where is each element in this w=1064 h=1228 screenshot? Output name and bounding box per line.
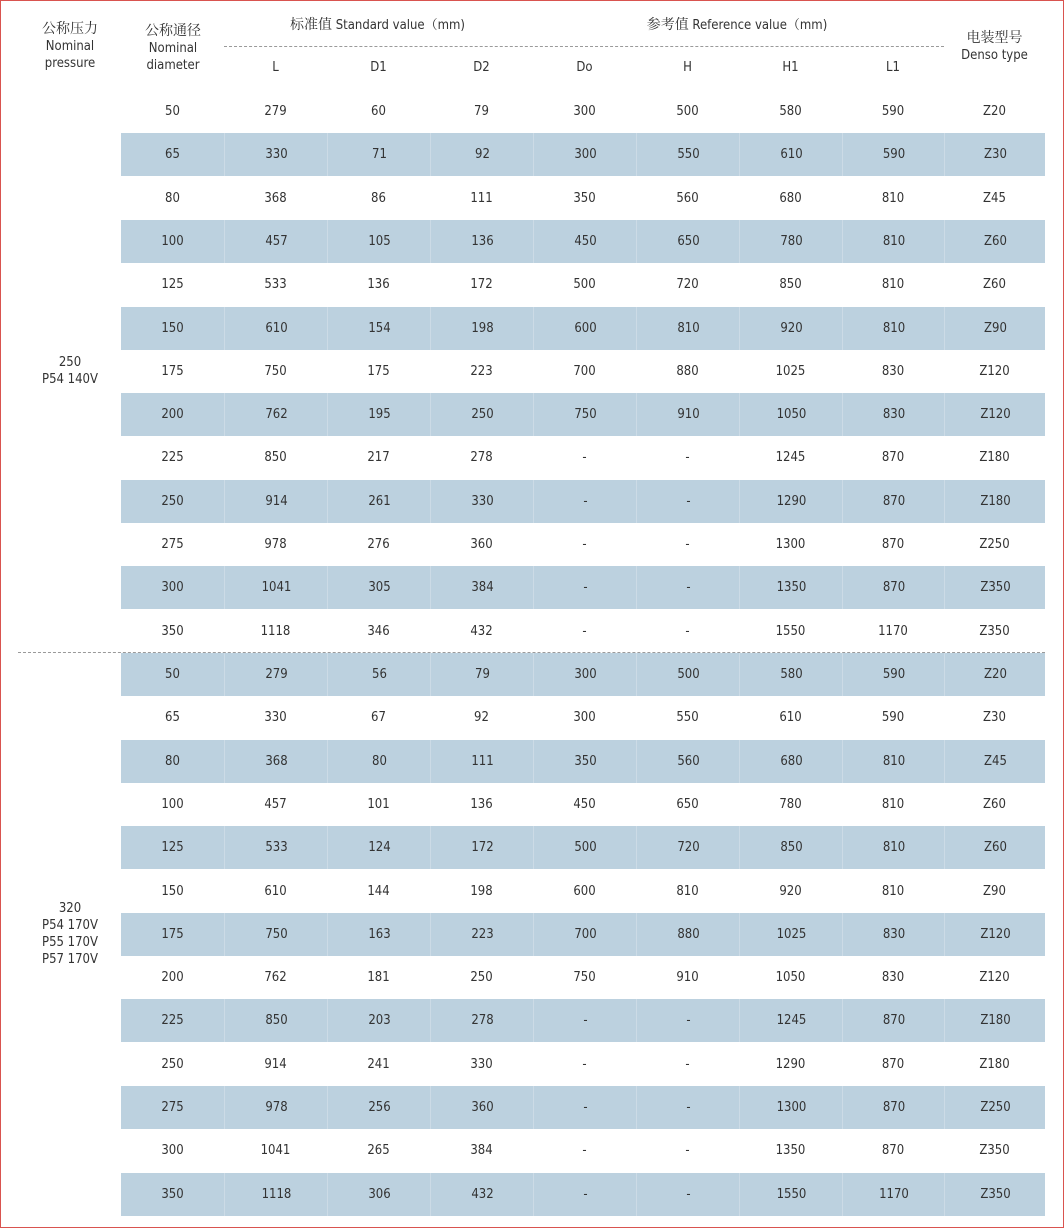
- table-cell: -: [636, 999, 740, 1042]
- table-cell: 870: [881, 537, 905, 552]
- table-cell: 680: [779, 191, 802, 206]
- table-cell: 870: [842, 999, 945, 1042]
- table-cell: Z60: [983, 797, 1006, 812]
- table-cell: -: [636, 480, 740, 523]
- table-cell: Z180: [944, 999, 1046, 1042]
- header-diameter-en-2: diameter: [146, 58, 200, 73]
- table-cell: 1170: [878, 624, 908, 639]
- table-cell: 870: [881, 1143, 905, 1158]
- table-cell: 810: [881, 884, 905, 899]
- table-cell: 265: [367, 1143, 390, 1158]
- header-reference-value: [530, 15, 944, 36]
- table-cell: 1290: [775, 1057, 806, 1072]
- table-cell: -: [685, 624, 690, 639]
- table-cell: 432: [470, 624, 493, 639]
- table-cell: 100: [161, 797, 184, 812]
- table-cell: 762: [264, 970, 287, 985]
- table-cell: 880: [636, 913, 740, 956]
- sub-header-h1: H1: [782, 60, 799, 75]
- table-cell: 360: [430, 1086, 534, 1129]
- table-cell: 80: [327, 740, 431, 783]
- table-cell: 810: [842, 307, 945, 350]
- table-cell: 136: [430, 220, 534, 263]
- table-cell: Z250: [944, 1086, 1046, 1129]
- sub-header-do: Do: [576, 60, 593, 75]
- table-row: [121, 610, 1045, 653]
- table-cell: 101: [367, 797, 390, 812]
- pressure-group-label-line: P57 170V: [42, 952, 98, 967]
- table-cell: 762: [224, 393, 328, 436]
- table-cell: 1350: [775, 1143, 806, 1158]
- table-cell: -: [582, 450, 587, 465]
- pressure-group-label: [20, 354, 120, 388]
- table-cell: 920: [779, 884, 802, 899]
- header-nominal-pressure: [20, 20, 120, 72]
- table-row: [121, 956, 1045, 999]
- table-cell: Z120: [979, 970, 1010, 985]
- table-cell: 830: [881, 364, 905, 379]
- table-cell: 223: [430, 913, 534, 956]
- table-cell: 65: [165, 147, 180, 162]
- table-cell: 241: [367, 1057, 390, 1072]
- table-cell: 1041: [260, 1143, 291, 1158]
- table-cell: 914: [264, 1057, 287, 1072]
- table-cell: Z350: [944, 1173, 1046, 1216]
- table-cell: -: [685, 1143, 690, 1158]
- table-cell: 125: [161, 277, 184, 292]
- table-cell: 80: [165, 191, 180, 206]
- table-cell: 830: [842, 913, 945, 956]
- table-cell: 500: [636, 653, 740, 696]
- table-cell: 590: [881, 710, 905, 725]
- table-cell: 80: [165, 754, 180, 769]
- table-cell: 870: [842, 1086, 945, 1129]
- table-cell: 1300: [775, 537, 806, 552]
- table-cell: 650: [636, 220, 740, 263]
- table-cell: 1245: [739, 999, 843, 1042]
- table-cell: 278: [470, 450, 493, 465]
- table-row: [121, 133, 1045, 176]
- table-cell: 300: [573, 104, 596, 119]
- table-row: [121, 1173, 1045, 1216]
- table-cell: 225: [161, 450, 184, 465]
- table-row: [121, 783, 1045, 826]
- table-cell: Z20: [983, 104, 1006, 119]
- table-cell: 610: [264, 884, 287, 899]
- header-pressure-en-1: Nominal: [45, 39, 95, 54]
- table-cell: 750: [264, 364, 287, 379]
- table-cell: 850: [224, 999, 328, 1042]
- table-cell: 368: [264, 191, 287, 206]
- table-cell: 195: [327, 393, 431, 436]
- table-cell: Z350: [944, 566, 1046, 609]
- table-cell: 810: [636, 307, 740, 350]
- table-cell: 200: [161, 407, 184, 422]
- table-cell: 1245: [775, 450, 806, 465]
- table-cell: -: [533, 1173, 637, 1216]
- group-dashed-divider: [18, 652, 1045, 653]
- pressure-group-label-line: 320: [58, 901, 82, 916]
- table-cell: 217: [367, 450, 390, 465]
- table-cell: 250: [430, 393, 534, 436]
- table-cell: 550: [636, 133, 740, 176]
- table-cell: Z60: [944, 220, 1046, 263]
- table-row: [121, 1129, 1045, 1172]
- table-cell: -: [636, 1173, 740, 1216]
- table-cell: 330: [430, 480, 534, 523]
- header-reference-en: Reference value（mm): [688, 18, 828, 33]
- table-cell: 279: [224, 653, 328, 696]
- table-cell: 163: [327, 913, 431, 956]
- table-row: [121, 177, 1045, 220]
- table-cell: 870: [881, 1057, 905, 1072]
- table-cell: 810: [842, 740, 945, 783]
- table-cell: 432: [430, 1173, 534, 1216]
- table-cell: 65: [165, 710, 180, 725]
- table-cell: 250: [161, 1057, 184, 1072]
- table-cell: 1290: [739, 480, 843, 523]
- table-cell: 550: [676, 710, 699, 725]
- pressure-group-label-line: P54 170V: [42, 918, 98, 933]
- table-cell: 150: [161, 321, 184, 336]
- table-row: [121, 350, 1045, 393]
- table-cell: 1550: [775, 624, 806, 639]
- table-cell: 750: [533, 393, 637, 436]
- header-diameter-cn: 公称通径: [145, 23, 201, 39]
- pressure-group-label-line: 250: [58, 355, 82, 370]
- table-cell: 275: [161, 1100, 184, 1115]
- table-cell: 500: [676, 104, 699, 119]
- table-cell: -: [685, 537, 690, 552]
- table-cell: -: [685, 450, 690, 465]
- table-cell: 92: [430, 133, 534, 176]
- table-row: [121, 740, 1045, 783]
- table-cell: 810: [842, 826, 945, 869]
- table-cell: 279: [264, 104, 287, 119]
- table-cell: 978: [224, 1086, 328, 1129]
- table-cell: 870: [842, 480, 945, 523]
- table-cell: 346: [367, 624, 390, 639]
- header-reference-cn: 参考值: [646, 17, 689, 33]
- table-cell: 60: [371, 104, 386, 119]
- table-cell: 198: [430, 307, 534, 350]
- table-cell: 590: [842, 133, 945, 176]
- table-row: [121, 263, 1045, 306]
- table-cell: 500: [533, 826, 637, 869]
- table-cell: 330: [470, 1057, 493, 1072]
- table-cell: 350: [161, 624, 184, 639]
- table-cell: 533: [264, 277, 287, 292]
- table-cell: 350: [573, 191, 596, 206]
- table-cell: -: [582, 1143, 587, 1158]
- sub-header-l: L: [272, 60, 279, 75]
- table-cell: 610: [779, 710, 802, 725]
- table-cell: 198: [470, 884, 493, 899]
- table-cell: 830: [881, 970, 905, 985]
- pressure-group-label-line: P54 140V: [42, 372, 98, 387]
- table-cell: 450: [533, 220, 637, 263]
- table-cell: 457: [264, 797, 287, 812]
- table-cell: 750: [224, 913, 328, 956]
- table-cell: -: [582, 537, 587, 552]
- table-cell: Z120: [979, 364, 1010, 379]
- sub-header-d2: D2: [473, 60, 490, 75]
- table-cell: 79: [430, 653, 534, 696]
- table-cell: 256: [327, 1086, 431, 1129]
- table-cell: 914: [224, 480, 328, 523]
- table-cell: 203: [327, 999, 431, 1042]
- table-cell: 330: [264, 710, 287, 725]
- header-nominal-diameter: [121, 22, 225, 74]
- table-cell: 175: [161, 364, 184, 379]
- table-cell: Z60: [944, 826, 1046, 869]
- table-cell: 810: [881, 797, 905, 812]
- table-cell: 810: [842, 220, 945, 263]
- table-cell: 111: [470, 191, 493, 206]
- table-cell: 278: [430, 999, 534, 1042]
- table-cell: 144: [367, 884, 390, 899]
- table-cell: 680: [739, 740, 843, 783]
- table-cell: 810: [881, 191, 905, 206]
- table-cell: 580: [739, 653, 843, 696]
- table-cell: 50: [165, 667, 180, 682]
- table-row: [121, 307, 1045, 350]
- table-cell: 810: [676, 884, 699, 899]
- table-cell: Z120: [944, 913, 1046, 956]
- table-row: [121, 220, 1045, 263]
- table-cell: 560: [636, 740, 740, 783]
- table-cell: 67: [371, 710, 386, 725]
- table-cell: 71: [327, 133, 431, 176]
- table-cell: 330: [224, 133, 328, 176]
- table-cell: Z30: [983, 710, 1006, 725]
- table-cell: 1041: [224, 566, 328, 609]
- table-cell: 1350: [739, 566, 843, 609]
- table-cell: 1050: [739, 393, 843, 436]
- table-row: [121, 653, 1045, 696]
- table-cell: 150: [161, 884, 184, 899]
- table-cell: 50: [165, 104, 180, 119]
- table-cell: 350: [533, 740, 637, 783]
- table-cell: 450: [573, 797, 596, 812]
- table-cell: 1118: [224, 1173, 328, 1216]
- header-standard-cn: 标准值: [290, 17, 333, 33]
- table-cell: Z20: [944, 653, 1046, 696]
- table-row: [121, 696, 1045, 739]
- table-cell: -: [636, 1086, 740, 1129]
- table-cell: 780: [739, 220, 843, 263]
- table-cell: 92: [474, 710, 489, 725]
- table-cell: Z30: [944, 133, 1046, 176]
- table-cell: 56: [327, 653, 431, 696]
- table-cell: 300: [533, 653, 637, 696]
- table-cell: 780: [779, 797, 802, 812]
- pressure-group-label-line: P55 170V: [42, 935, 98, 950]
- table-cell: -: [582, 1057, 587, 1072]
- table-cell: 600: [573, 884, 596, 899]
- table-cell: 250: [161, 494, 184, 509]
- table-row: [121, 826, 1045, 869]
- table-cell: 457: [224, 220, 328, 263]
- table-cell: -: [685, 1057, 690, 1072]
- table-cell: Z350: [979, 624, 1010, 639]
- table-row: [121, 436, 1045, 479]
- table-cell: Z90: [944, 307, 1046, 350]
- table-cell: 850: [779, 277, 802, 292]
- table-cell: 225: [161, 1013, 184, 1028]
- table-cell: 105: [327, 220, 431, 263]
- table-cell: Z90: [983, 884, 1006, 899]
- table-cell: Z350: [979, 1143, 1010, 1158]
- table-row: [121, 1086, 1045, 1129]
- table-cell: 910: [636, 393, 740, 436]
- table-cell: 306: [327, 1173, 431, 1216]
- table-cell: 223: [470, 364, 493, 379]
- table-cell: 500: [573, 277, 596, 292]
- table-cell: 181: [367, 970, 390, 985]
- header-standard-value: [225, 15, 530, 36]
- table-cell: 384: [430, 566, 534, 609]
- table-cell: 175: [367, 364, 390, 379]
- table-cell: 533: [224, 826, 328, 869]
- table-cell: -: [636, 566, 740, 609]
- table-cell: 368: [224, 740, 328, 783]
- table-cell: 830: [842, 393, 945, 436]
- table-cell: -: [533, 480, 637, 523]
- table-cell: 275: [161, 537, 184, 552]
- table-cell: Z180: [979, 450, 1010, 465]
- table-cell: 300: [533, 133, 637, 176]
- table-cell: Z180: [979, 1057, 1010, 1072]
- table-cell: 700: [533, 913, 637, 956]
- header-denso-cn: 电装型号: [966, 30, 1023, 46]
- table-cell: 850: [264, 450, 287, 465]
- table-cell: 350: [161, 1187, 184, 1202]
- table-cell: 580: [779, 104, 802, 119]
- table-cell: 910: [676, 970, 699, 985]
- header-denso-type: [944, 29, 1045, 64]
- table-cell: 1118: [260, 624, 291, 639]
- table-cell: 276: [367, 537, 390, 552]
- table-cell: 360: [470, 537, 493, 552]
- table-cell: 850: [739, 826, 843, 869]
- table-cell: 920: [739, 307, 843, 350]
- table-cell: 175: [161, 927, 184, 942]
- table-cell: 136: [367, 277, 390, 292]
- table-cell: 720: [636, 826, 740, 869]
- table-cell: -: [533, 999, 637, 1042]
- table-cell: 261: [327, 480, 431, 523]
- table-cell: -: [582, 624, 587, 639]
- table-row: [121, 523, 1045, 566]
- header-standard-en: Standard value（mm): [332, 18, 465, 33]
- table-cell: 590: [842, 653, 945, 696]
- table-row: [121, 999, 1045, 1042]
- table-cell: -: [533, 1086, 637, 1129]
- table-cell: 880: [676, 364, 699, 379]
- table-row: [121, 1043, 1045, 1086]
- table-cell: 1050: [775, 970, 806, 985]
- table-cell: 136: [470, 797, 493, 812]
- header-pressure-en-2: pressure: [44, 56, 96, 71]
- table-cell: 560: [676, 191, 699, 206]
- table-cell: Z45: [983, 191, 1006, 206]
- sub-header-d1: D1: [370, 60, 387, 75]
- sub-header-h: H: [683, 60, 692, 75]
- table-cell: 978: [264, 537, 287, 552]
- table-cell: 154: [327, 307, 431, 350]
- table-cell: 305: [327, 566, 431, 609]
- table-cell: 172: [430, 826, 534, 869]
- table-cell: 1025: [739, 913, 843, 956]
- table-cell: 610: [739, 133, 843, 176]
- table-cell: 590: [881, 104, 905, 119]
- table-cell: 810: [881, 277, 905, 292]
- table-cell: 111: [430, 740, 534, 783]
- table-cell: 300: [161, 580, 184, 595]
- table-cell: 1550: [739, 1173, 843, 1216]
- table-cell: Z250: [979, 537, 1010, 552]
- table-cell: 172: [470, 277, 493, 292]
- table-cell: 1300: [739, 1086, 843, 1129]
- table-row: [121, 870, 1045, 913]
- header-pressure-cn: 公称压力: [42, 21, 98, 37]
- table-cell: 700: [573, 364, 596, 379]
- table-row: [121, 90, 1045, 133]
- table-cell: -: [533, 566, 637, 609]
- table-row: [121, 480, 1045, 523]
- table-row: [121, 566, 1045, 609]
- table-cell: 125: [161, 840, 184, 855]
- table-cell: 300: [573, 710, 596, 725]
- table-row: [121, 913, 1045, 956]
- table-cell: 1025: [775, 364, 806, 379]
- header-dashed-divider: [224, 46, 944, 47]
- table-cell: 124: [327, 826, 431, 869]
- table-cell: Z120: [944, 393, 1046, 436]
- table-cell: 1170: [842, 1173, 945, 1216]
- table-cell: 650: [676, 797, 699, 812]
- table-cell: 750: [573, 970, 596, 985]
- table-cell: 600: [533, 307, 637, 350]
- sub-header-l1: L1: [886, 60, 900, 75]
- table-cell: 870: [881, 450, 905, 465]
- table-cell: 86: [371, 191, 386, 206]
- table-cell: 610: [224, 307, 328, 350]
- pressure-group-label: [20, 900, 120, 968]
- header-denso-en: Denso type: [961, 48, 1028, 63]
- table-cell: Z180: [944, 480, 1046, 523]
- table-cell: 100: [161, 234, 184, 249]
- table-cell: 79: [474, 104, 489, 119]
- table-cell: 384: [470, 1143, 493, 1158]
- table-row: [121, 393, 1045, 436]
- table-cell: 250: [470, 970, 493, 985]
- header-diameter-en-1: Nominal: [148, 41, 198, 56]
- table-cell: Z45: [944, 740, 1046, 783]
- table-cell: 720: [676, 277, 699, 292]
- table-cell: 200: [161, 970, 184, 985]
- table-cell: Z60: [983, 277, 1006, 292]
- table-cell: 870: [842, 566, 945, 609]
- table-cell: 300: [161, 1143, 184, 1158]
